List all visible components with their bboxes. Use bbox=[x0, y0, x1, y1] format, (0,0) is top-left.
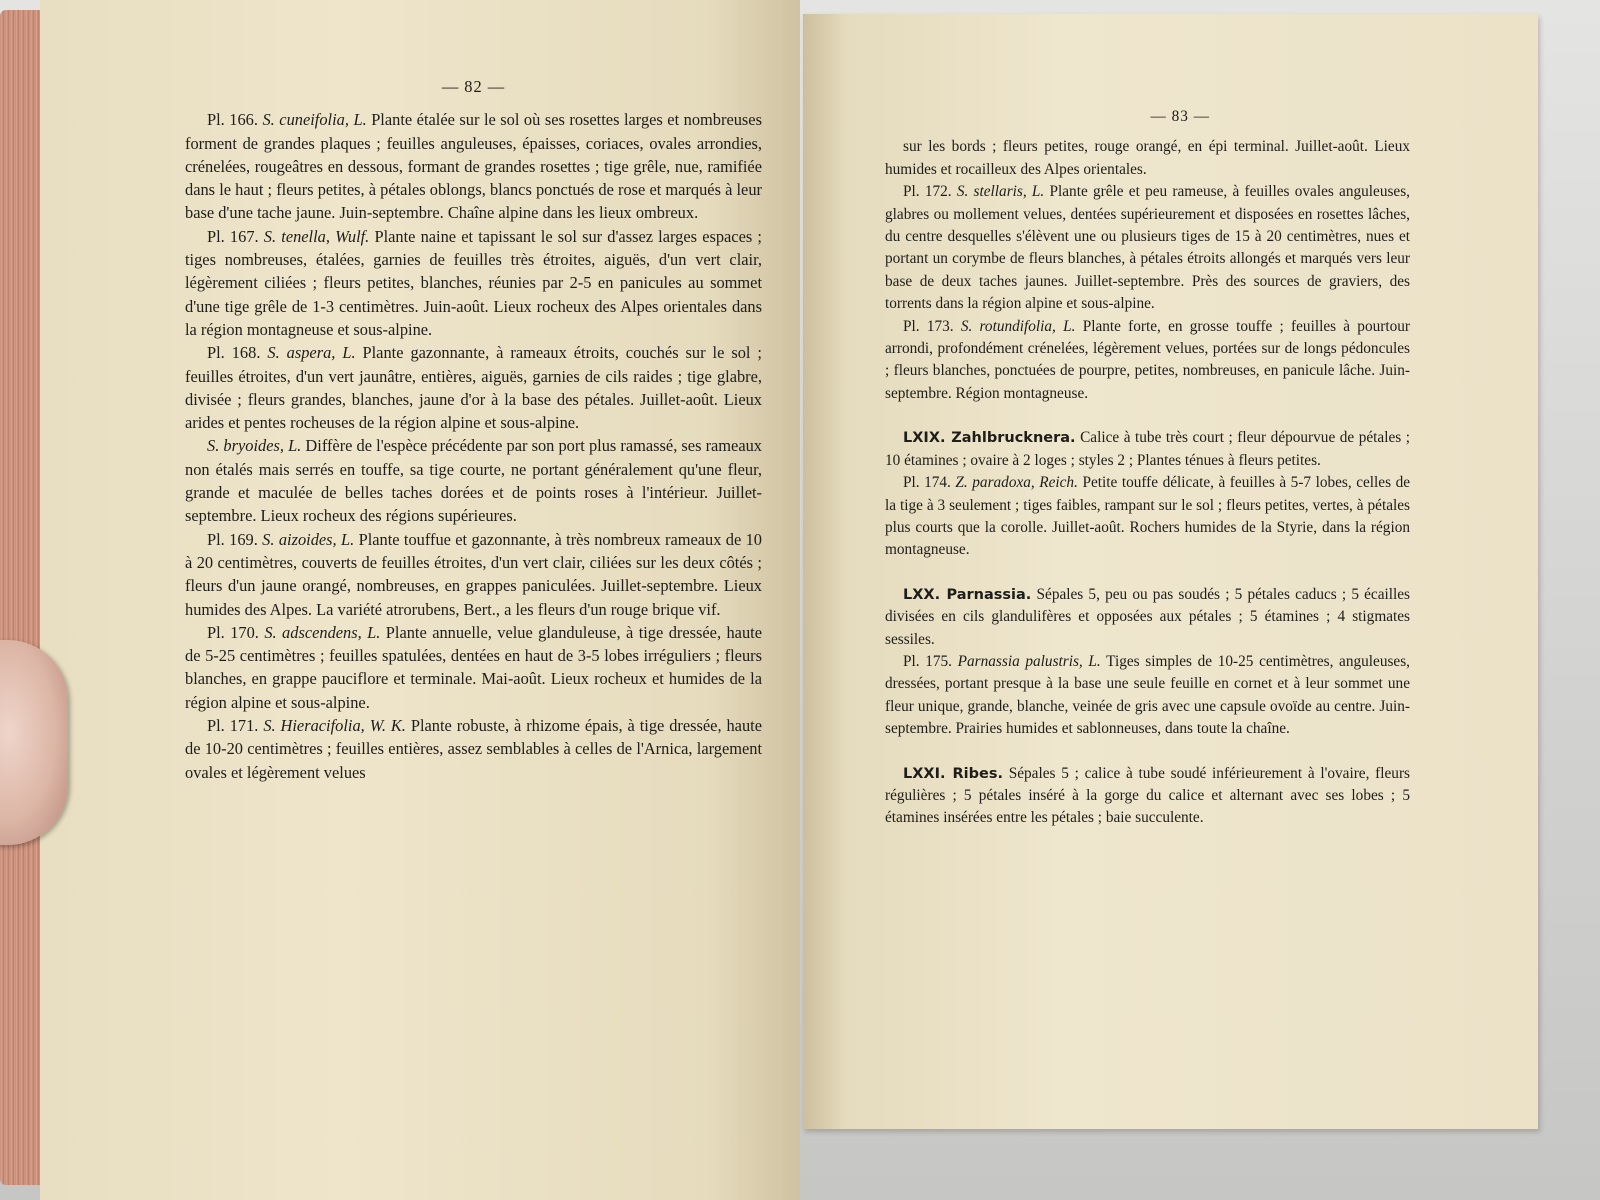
species-name: S. Hieracifolia, W. K. bbox=[263, 716, 406, 736]
plate-number: Pl. 167. bbox=[207, 226, 259, 246]
left-page bbox=[40, 0, 800, 1200]
species-description: Petite touffe délicate, à feuilles à 5-7 lobes, celles de la tige à 3 seulement ; tiges faibles, rampant sur le sol ; fleurs petites, vertes, à pétales plus courts que la corolle. Juillet-août. Rochers humides de la Styrie, dans la région montagneuse. bbox=[885, 474, 1411, 559]
species-entry bbox=[885, 651, 1410, 741]
species-name: S. stellaris, L. bbox=[956, 183, 1045, 201]
plate-number: Pl. 171. bbox=[207, 716, 259, 736]
genus-description: Calice à tube très court ; fleur dépourvue de pétales ; 10 étamines ; ovaire à 2 loges ; styles 2 ; Plantes ténues à fleurs petites. bbox=[885, 429, 1410, 469]
species-description: Plante annuelle, velue glanduleuse, à tige dressée, haute de 5-25 centimètres ; feuilles spatulées, dentées en haut de 3-5 lobes irréguliers ; fleurs blanches, en grappe pauciflore et terminale. Mai-août. Lieux rocheux et humides de la région alpine et sous-alpine. bbox=[185, 622, 762, 712]
plate-number: Pl. 169. bbox=[207, 529, 258, 549]
species-description: Plante forte, en grosse touffe ; feuilles à pourtour arrondi, profondément crénelées, légèrement velues, portées sur de longs pédoncules ; fleurs blanches, ponctuées de pourpre, petites, nombreuses, en panicule lâche. Juin-septembre. Région montagneuse. bbox=[885, 317, 1410, 402]
species-entry bbox=[185, 225, 762, 341]
species-name: S. cuneifolia, L. bbox=[262, 110, 367, 130]
species-description: Tiges simples de 10-25 centimètres, anguleuses, dressées, portant presque à la base une seule feuille en cornet et à leur sommet une fleur unique, grande, blanche, veinée de gris avec une capsule ovoïde au centre. Juin-septembre. Prairies humides et sablonneuses, dans toute la chaîne. bbox=[885, 652, 1410, 738]
species-description: sur les bords ; fleurs petites, rouge orangé, en épi terminal. Juillet-août. Lieux humides et rocailleux des Alpes orientales. bbox=[885, 138, 1410, 178]
species-entry bbox=[885, 472, 1410, 562]
genus-entry bbox=[885, 763, 1410, 830]
plate-number: Pl. 172. bbox=[903, 183, 952, 201]
species-description: Plante naine et tapissant le sol sur d'assez larges espaces ; tiges nombreuses, étalées, garnies de feuilles très étroites, aiguës, d'un vert clair, légèrement ciliées ; fleurs petites, blanches, réunies par 2-5 en panicules au sommet d'une tige grêle de 1-3 centimètres. Juin-août. Lieux rocheux des Alpes orientales dans la région montagneuse et sous-alpine. bbox=[185, 226, 762, 339]
species-name: S. tenella, Wulf. bbox=[263, 226, 370, 246]
species-entry bbox=[885, 181, 1410, 315]
species-name: S. aspera, L. bbox=[267, 343, 356, 363]
plate-number: Pl. 170. bbox=[207, 622, 259, 642]
page-number: — 83 — bbox=[1150, 108, 1210, 125]
species-description: Plante gazonnante, à rameaux étroits, couchés sur le sol ; feuilles étroites, d'un vert jaunâtre, entières, aiguës, garnies de cils raides ; tige glabre, divisée ; fleurs grandes, blanches, jaune d'or à la base des pétales. Juillet-août. Lieux arides et pentes rocheuses de la région alpine et sous-alpine. bbox=[185, 343, 762, 433]
plate-number: Pl. 175. bbox=[903, 652, 953, 670]
genus-title: LXX. Parnassia. bbox=[903, 586, 1032, 603]
species-name: S. rotundifolia, L. bbox=[960, 317, 1076, 335]
species-entry bbox=[185, 434, 762, 527]
species-description: Plante grêle et peu rameuse, à feuilles ovales anguleuses, glabres ou mollement velues, dentées supérieurement et disposées en rosettes lâches, du centre desquelles s'élèvent une ou plusieurs tiges de 15 à 20 centimètres, nues et portant un corymbe de fleurs blanches, à pétales étroits allongés et marqués vers leur base de deux taches jaunes. Juillet-septembre. Près des sources de graviers, des torrents dans la région alpine et sous-alpine. bbox=[885, 183, 1410, 313]
right-page-body bbox=[885, 136, 1410, 405]
genus-entry bbox=[885, 584, 1410, 651]
species-entry bbox=[185, 621, 762, 714]
species-name: S. bryoides, L. bbox=[207, 436, 302, 456]
genus-title: LXXI. Ribes. bbox=[903, 765, 1003, 782]
genus-description: Sépales 5 ; calice à tube soudé inférieurement à l'ovaire, fleurs régulières ; 5 pétales inséré à la gorge du calice et alternant avec ses lobes ; 5 étamines insérées entre les pétales ; baie succulente. bbox=[885, 764, 1410, 827]
species-name: Parnassia palustris, L. bbox=[957, 652, 1101, 670]
species-entry bbox=[185, 528, 762, 621]
genus-description: Sépales 5, peu ou pas soudés ; 5 pétales caducs ; 5 écailles divisées en cils glandulifères et opposées aux pétales ; 5 étamines ; 4 stigmates sessiles. bbox=[885, 585, 1410, 648]
species-entry bbox=[185, 714, 762, 784]
page-number: — 82 — bbox=[441, 77, 506, 96]
genus-title: LXIX. Zahlbrucknera. bbox=[903, 430, 1076, 447]
species-name: S. adscendens, L. bbox=[264, 622, 381, 642]
plate-number: Pl. 174. bbox=[903, 474, 951, 492]
species-description: Plante étalée sur le sol où ses rosettes larges et nombreuses forment de grandes plaques ; feuilles anguleuses, épaisses, coriaces, ovales arrondies, crénelées, rougeâtres en dessous, formant de grandes rosettes ; tige grêle, nue, ramifiée dans le haut ; fleurs petites, à pétales oblongs, blancs ponctués de rose et marqués à leur base d'une tache jaune. Juin-septembre. Chaîne alpine dans les lieux ombreux. bbox=[185, 110, 762, 223]
species-entry bbox=[885, 136, 1410, 181]
species-entry bbox=[185, 108, 762, 224]
thumb bbox=[0, 640, 68, 845]
plate-number: Pl. 168. bbox=[207, 343, 261, 363]
species-description: Plante touffue et gazonnante, à très nombreux rameaux de 10 à 20 centimètres, couverts de feuilles étroites, d'un vert clair, ciliées sur les deux côtés ; fleurs d'un jaune orangé, nombreuses, en grappes paniculées. Juillet-septembre. Lieux humides des Alpes. La variété atrorubens, Bert., a les fleurs d'un rouge brique vif. bbox=[185, 529, 762, 619]
plate-number: Pl. 166. bbox=[207, 110, 258, 130]
species-description: Diffère de l'espèce précédente par son port plus ramassé, ses rameaux non étalés mais serrés en touffe, sa tige courte, ne portant généralement qu'une fleur, grande et maculée de belles taches dorées et de points roses à l'intérieur. Juillet-septembre. Lieux rocheux des régions supérieures. bbox=[185, 436, 762, 526]
species-description: Plante robuste, à rhizome épais, à tige dressée, haute de 10-20 centimètres ; feuilles entières, assez semblables à celles de l'Arnica, largement ovales et légèrement velues bbox=[185, 716, 762, 782]
genus-entry bbox=[885, 427, 1410, 472]
genera-list bbox=[885, 427, 1410, 830]
plate-number: Pl. 173. bbox=[903, 317, 954, 335]
species-name: S. aizoides, L. bbox=[262, 529, 355, 549]
species-name: Z. paradoxa, Reich. bbox=[955, 474, 1078, 492]
left-page-body bbox=[185, 108, 762, 784]
species-entry bbox=[185, 341, 762, 434]
species-entry bbox=[885, 316, 1410, 406]
right-page bbox=[803, 14, 1538, 1129]
